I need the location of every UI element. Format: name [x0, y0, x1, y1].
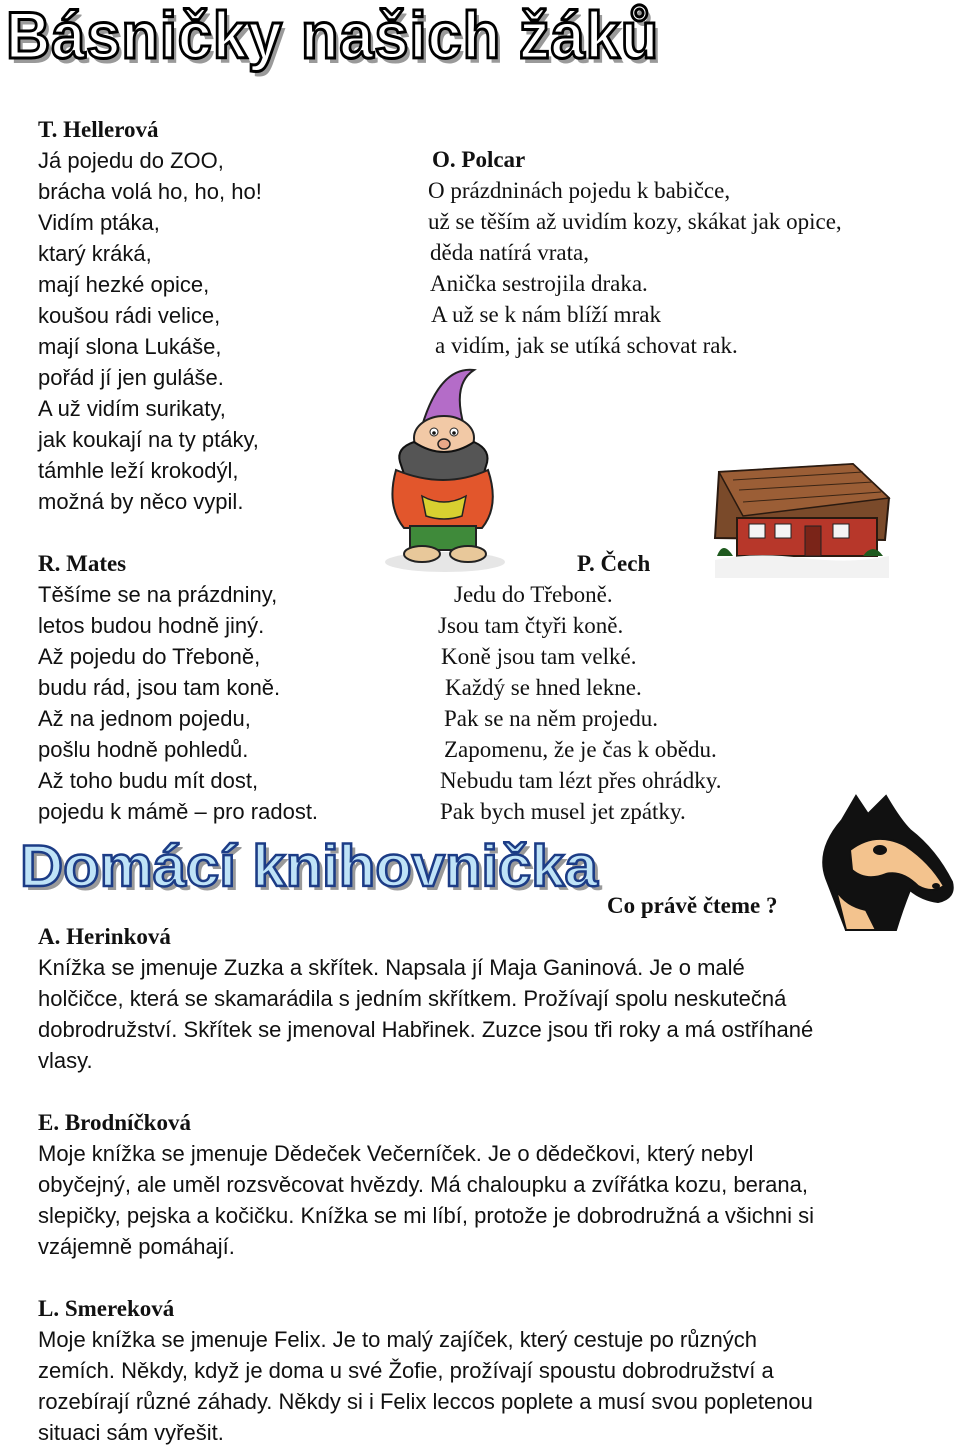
library-entry: [38, 921, 938, 1076]
poem-text: [38, 579, 318, 827]
poem-line: Každý se hned lekne.: [445, 675, 642, 700]
poem-author: O. Polcar: [432, 147, 526, 172]
poem-line: letos budou hodně jiný.: [38, 613, 265, 638]
horse-head-illustration: [806, 790, 956, 936]
entry-line: obyčejný, ale uměl rozsvěcovat hvězdy. Má chaloupku a zvířátka kozu, berana,: [38, 1172, 808, 1197]
entry-text: [38, 1324, 938, 1448]
poem-cech: [438, 548, 721, 827]
entry-line: dobrodružství. Skřítek se jmenoval Habřinek. Zuzce jsou tři roky a má ostříhané: [38, 1017, 814, 1042]
poem-line: ktarý kráká,: [38, 241, 152, 266]
poem-line: budu rád, jsou tam koně.: [38, 675, 281, 700]
entry-line: vzájemně pomáhají.: [38, 1234, 235, 1259]
poem-line: Pak se na něm projedu.: [444, 706, 658, 731]
entry-line: situaci sám vyřešit.: [38, 1420, 224, 1445]
poem-line: jak koukají na ty ptáky,: [38, 427, 259, 452]
poem-author: P. Čech: [577, 551, 651, 576]
poem-line: A už vidím surikaty,: [38, 396, 226, 421]
poem-author: R. Mates: [38, 551, 127, 576]
poem-line: támhle leží krokodýl,: [38, 458, 239, 483]
poem-line: Koně jsou tam velké.: [441, 644, 637, 669]
entry-text: [38, 952, 938, 1076]
poem-line: Těšíme se na prázdniny,: [38, 582, 278, 607]
poem-polcar: [428, 144, 842, 361]
poem-line: možná by něco vypil.: [38, 489, 244, 514]
entry-text: [38, 1138, 938, 1262]
poem-line: mají slona Lukáše,: [38, 334, 222, 359]
poem-author: T. Hellerová: [38, 117, 159, 142]
poem-line: A už se k nám blíží mrak: [431, 302, 661, 327]
poem-line: a vidím, jak se utíká schovat rak.: [435, 333, 738, 358]
entry-line: Moje knížka se jmenuje Felix. Je to malý zajíček, který cestuje po různých: [38, 1327, 757, 1352]
entry-line: zemích. Někdy, když je doma u své Žofie, prožívají spoustu dobrodružství a: [38, 1358, 774, 1383]
entry-author: E. Brodníčková: [38, 1110, 191, 1135]
poem-line: pošlu hodně pohledů.: [38, 737, 249, 762]
gnome-illustration: [382, 366, 508, 576]
poem-line: mají hezké opice,: [38, 272, 210, 297]
entry-line: rozebírají různé záhady. Někdy si i Felix leccos poplete a musí svou popletenou: [38, 1389, 813, 1414]
library-entry: [38, 1107, 938, 1262]
entry-author: A. Herinková: [38, 924, 171, 949]
poem-line: Anička sestrojila draka.: [430, 271, 648, 296]
entry-line: vlasy.: [38, 1048, 93, 1073]
entry-line: Moje knížka se jmenuje Dědeček Večerníček. Je o dědečkovi, který nebyl: [38, 1141, 754, 1166]
poem-line: děda natírá vrata,: [430, 240, 589, 265]
poem-text: [428, 175, 842, 361]
poem-mates: [38, 548, 318, 827]
poem-line: Až na jednom pojedu,: [38, 706, 251, 731]
poem-line: Pak bych musel jet zpátky.: [440, 799, 686, 824]
poem-line: už se těším až uvidím kozy, skákat jak opice,: [428, 209, 842, 234]
poem-line: brácha volá ho, ho, ho!: [38, 179, 262, 204]
poem-line: Jsou tam čtyři koně.: [438, 613, 624, 638]
poem-line: pojedu k mámě – pro radost.: [38, 799, 319, 824]
cottage-illustration: [713, 460, 891, 578]
poem-text: [38, 145, 262, 517]
entry-line: Knížka se jmenuje Zuzka a skřítek. Napsala jí Maja Ganinová. Je o malé: [38, 955, 745, 980]
poem-line: Jedu do Třeboně.: [454, 582, 613, 607]
entry-line: holčičce, která se skamarádila s jedním skřítkem. Prožívají spolu neskutečná: [38, 986, 787, 1011]
library-entry: [38, 1293, 938, 1448]
poem-text: [438, 579, 721, 827]
page-title: Básničky našich žáků: [6, 0, 660, 72]
entry-line: slepičky, pejska a kočičku. Knížka se mi líbí, protože je dobrodružná a všichni si: [38, 1203, 815, 1228]
poem-line: O prázdninách pojedu k babičce,: [428, 178, 731, 203]
section-subtitle: Co právě čteme ?: [607, 893, 778, 918]
poem-line: Vidím ptáka,: [38, 210, 160, 235]
poem-line: Já pojedu do ZOO,: [38, 148, 224, 173]
poem-line: Nebudu tam lézt přes ohrádky.: [440, 768, 722, 793]
entry-author: L. Smereková: [38, 1296, 175, 1321]
poem-line: koušou rádi velice,: [38, 303, 221, 328]
poem-line: Až toho budu mít dost,: [38, 768, 259, 793]
poem-line: pořád jí jen guláše.: [38, 365, 224, 390]
poem-hellerova: [38, 114, 262, 517]
poem-line: Až pojedu do Třeboně,: [38, 644, 261, 669]
poem-line: Zapomenu, že je čas k obědu.: [444, 737, 717, 762]
section-title: Domácí knihovnička: [20, 834, 598, 899]
